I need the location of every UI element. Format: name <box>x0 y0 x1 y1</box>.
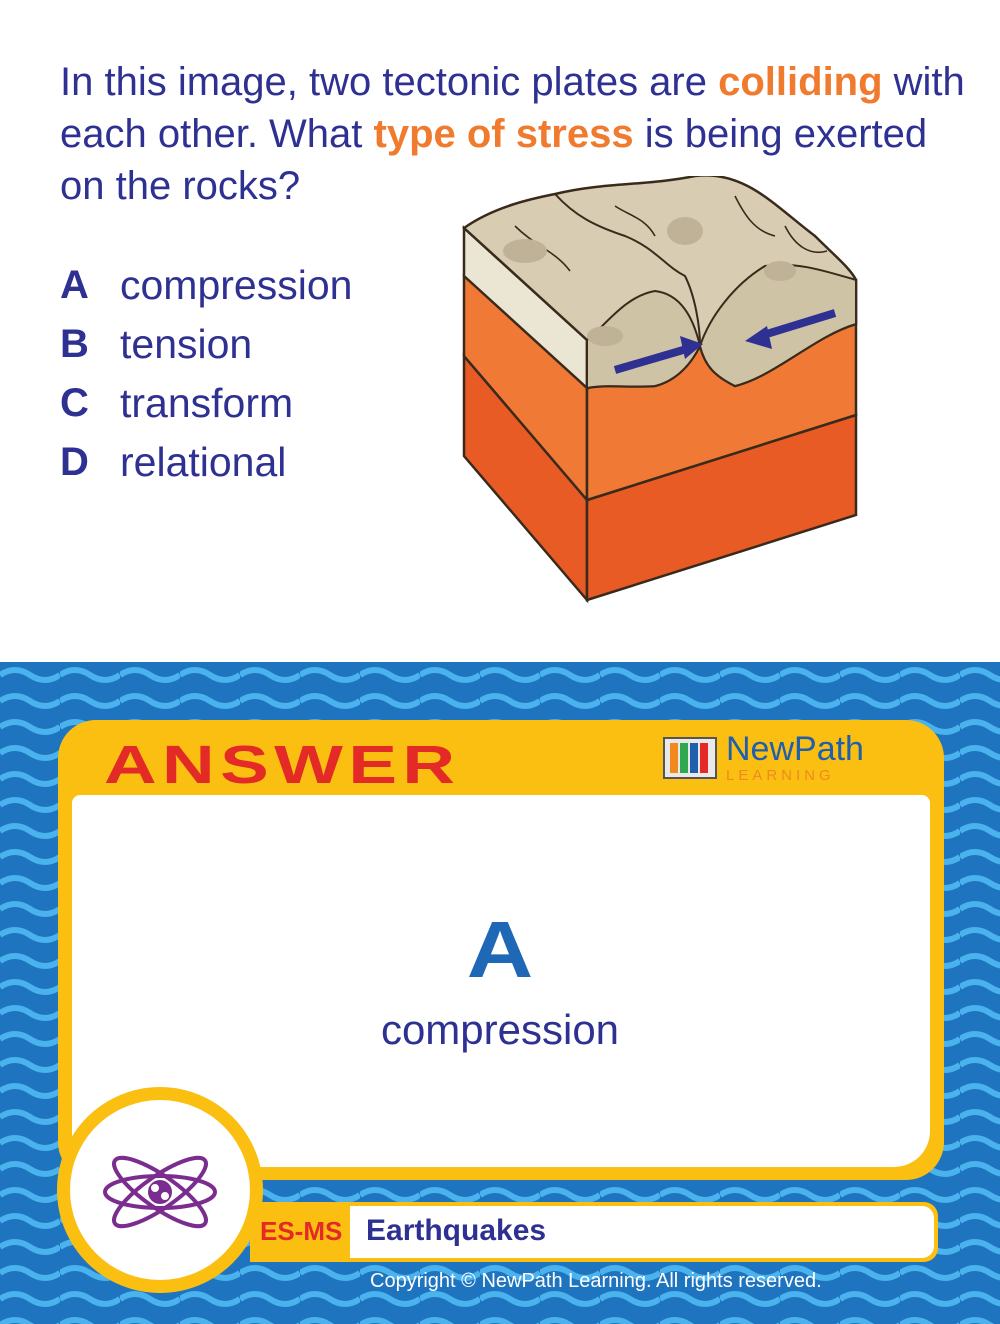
option-letter: A <box>60 263 89 307</box>
tectonic-block-diagram <box>455 176 865 606</box>
rock-patch <box>587 326 623 346</box>
answer-letter: A <box>466 905 534 994</box>
answer-text: compression <box>380 1006 620 1053</box>
question-highlight: type of stress <box>373 112 634 156</box>
option-letter: C <box>60 381 89 425</box>
copyright-text: Copyright © NewPath Learning. All rights reserved. <box>370 1270 822 1292</box>
newpath-logo <box>662 732 864 783</box>
option-letter: D <box>60 440 89 484</box>
rock-patch <box>503 239 547 263</box>
option-a[interactable] <box>60 256 352 315</box>
atom-icon <box>100 1152 220 1232</box>
option-letter: B <box>60 322 89 366</box>
logo-wordmark: NewPath <box>726 730 864 768</box>
option-text: compression <box>120 262 353 308</box>
course-code: ES-MS <box>260 1216 343 1246</box>
option-b[interactable] <box>60 315 352 374</box>
option-text: relational <box>120 439 287 485</box>
question-part: with each other. What <box>60 60 965 156</box>
option-c[interactable] <box>60 374 352 433</box>
logo-subtext: LEARNING <box>726 767 835 784</box>
rock-patch <box>764 261 796 281</box>
option-d[interactable] <box>60 433 352 492</box>
option-text: transform <box>120 380 294 426</box>
question-highlight: colliding <box>718 60 883 104</box>
rock-patch <box>667 217 703 245</box>
question-part: In this image, two tectonic plates are <box>60 60 719 104</box>
option-text: tension <box>120 321 253 367</box>
answer-options <box>60 256 352 492</box>
answer-heading: ANSWER <box>104 735 461 795</box>
question-part: is being exerted on the rocks? <box>60 112 928 208</box>
book-icon <box>662 734 718 782</box>
topic-label: Earthquakes <box>366 1214 547 1247</box>
